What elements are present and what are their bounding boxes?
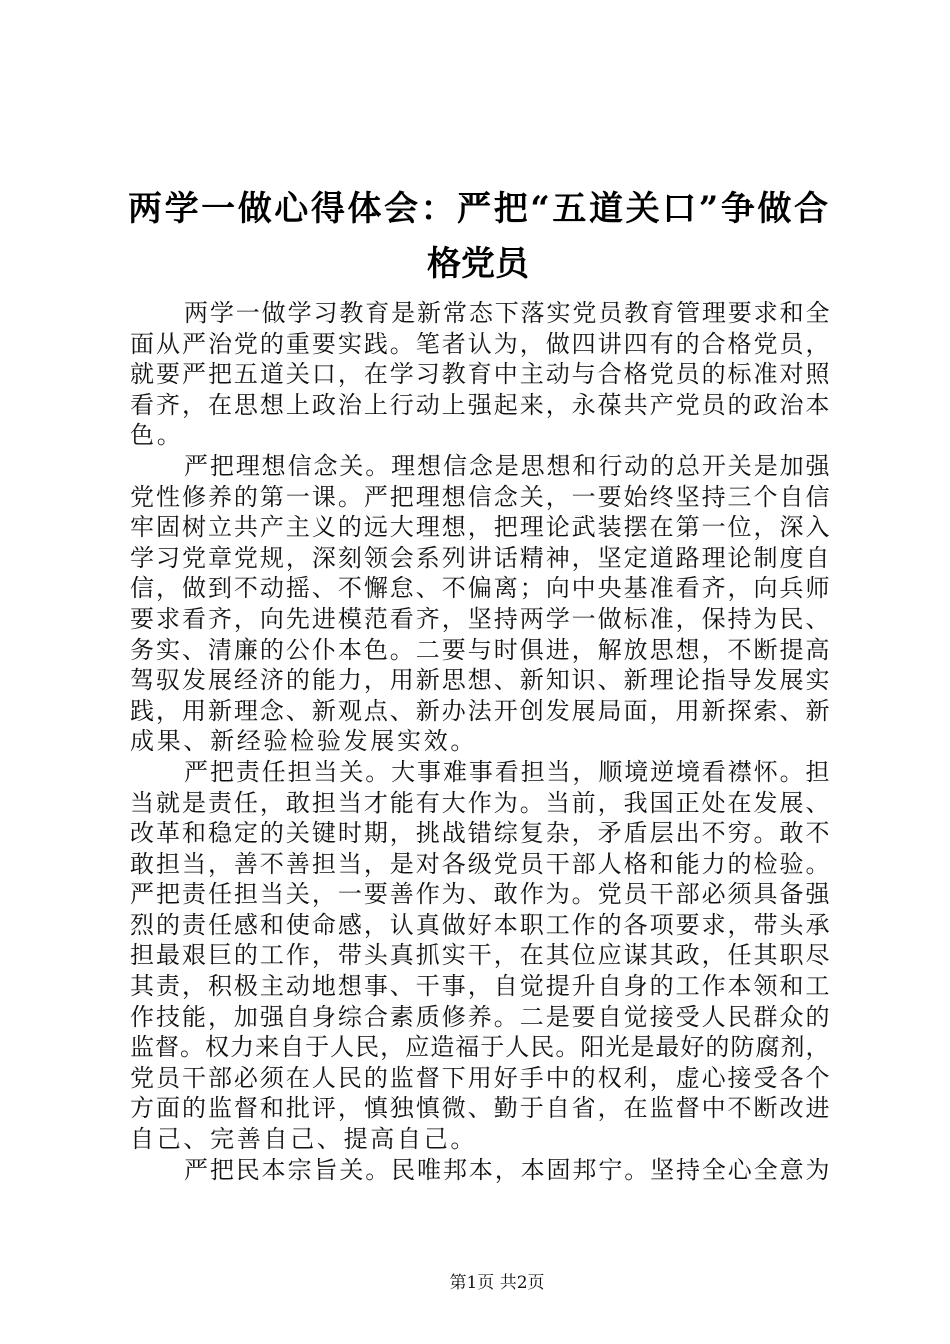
paragraph-line: 成果、新经验检验发展实效。 bbox=[130, 727, 478, 756]
paragraph-line: 严把民本宗旨关。民唯邦本，本固邦宁。坚持全心全意为 bbox=[184, 1155, 830, 1184]
page-footer bbox=[420, 1271, 574, 1295]
paragraph-line: 严把责任担当关，一要善作为、敢作为。党员干部必须具备强 bbox=[130, 880, 830, 909]
paragraph-line: 监督。权力来自于人民，应造福于人民。阳光是最好的防腐剂， bbox=[130, 1033, 830, 1062]
paragraph-line: 面从严治党的重要实践。笔者认为，做四讲四有的合格党员， bbox=[130, 329, 830, 358]
paragraph-line: 就要严把五道关口，在学习教育中主动与合格党员的标准对照 bbox=[130, 360, 830, 389]
paragraph-line: 党性修养的第一课。严把理想信念关，一要始终坚持三个自信 bbox=[130, 482, 830, 511]
document-title bbox=[128, 182, 828, 292]
document-body bbox=[130, 298, 830, 1185]
paragraph-line: 严把责任担当关。大事难事看担当，顺境逆境看襟怀。担 bbox=[184, 757, 830, 786]
paragraph-line: 当就是责任，敢担当才能有大作为。当前，我国正处在发展、 bbox=[130, 788, 830, 817]
paragraph-line: 严把理想信念关。理想信念是思想和行动的总开关是加强 bbox=[184, 451, 830, 480]
body-paragraph bbox=[130, 1155, 830, 1186]
paragraph-line: 驾驭发展经济的能力，用新思想、新知识、新理论指导发展实 bbox=[130, 666, 830, 695]
body-paragraph bbox=[130, 298, 830, 451]
paragraph-line: 党员干部必须在人民的监督下用好手中的权利，虚心接受各个 bbox=[130, 1063, 830, 1092]
paragraph-line: 烈的责任感和使命感，认真做好本职工作的各项要求，带头承 bbox=[130, 910, 830, 939]
paragraph-line: 作技能，加强自身综合素质修养。二是要自觉接受人民群众的 bbox=[130, 1002, 830, 1031]
paragraph-line: 务实、清廉的公仆本色。二要与时俱进，解放思想，不断提高 bbox=[130, 635, 830, 664]
paragraph-line: 自己、完善自己、提高自己。 bbox=[130, 1125, 478, 1154]
paragraph-line: 牢固树立共产主义的远大理想，把理论武装摆在第一位，深入 bbox=[130, 513, 830, 542]
paragraph-line: 践，用新理念、新观点、新办法开创发展局面，用新探索、新 bbox=[130, 696, 830, 725]
body-paragraph bbox=[130, 451, 830, 757]
paragraph-line: 学习党章党规，深刻领会系列讲话精神，坚定道路理论制度自 bbox=[130, 543, 830, 572]
page-number: 第1页 共2页 bbox=[449, 1273, 545, 1293]
paragraph-line: 改革和稳定的关键时期，挑战错综复杂，矛盾层出不穷。敢不 bbox=[130, 819, 830, 848]
paragraph-line: 色。 bbox=[130, 421, 184, 450]
paragraph-line: 看齐，在思想上政治上行动上强起来，永葆共产党员的政治本 bbox=[130, 390, 830, 419]
paragraph-line: 担最艰巨的工作，带头真抓实干，在其位应谋其政，任其职尽 bbox=[130, 941, 830, 970]
paragraph-line: 敢担当，善不善担当，是对各级党员干部人格和能力的检验。 bbox=[130, 849, 830, 878]
paragraph-line: 两学一做学习教育是新常态下落实党员教育管理要求和全 bbox=[184, 299, 830, 327]
title-line: 两学一做心得体会：严把“五道关口”争做合 bbox=[128, 189, 828, 229]
paragraph-line: 信，做到不动摇、不懈怠、不偏离；向中央基准看齐，向兵师 bbox=[130, 574, 830, 603]
paragraph-line: 要求看齐，向先进模范看齐，坚持两学一做标准，保持为民、 bbox=[130, 604, 830, 633]
body-paragraph bbox=[130, 757, 830, 1155]
title-line: 格党员 bbox=[427, 244, 529, 284]
paragraph-line: 其责，积极主动地想事、干事，自觉提升自身的工作本领和工 bbox=[130, 972, 830, 1001]
paragraph-line: 方面的监督和批评，慎独慎微、勤于自省，在监督中不断改进 bbox=[130, 1094, 830, 1123]
